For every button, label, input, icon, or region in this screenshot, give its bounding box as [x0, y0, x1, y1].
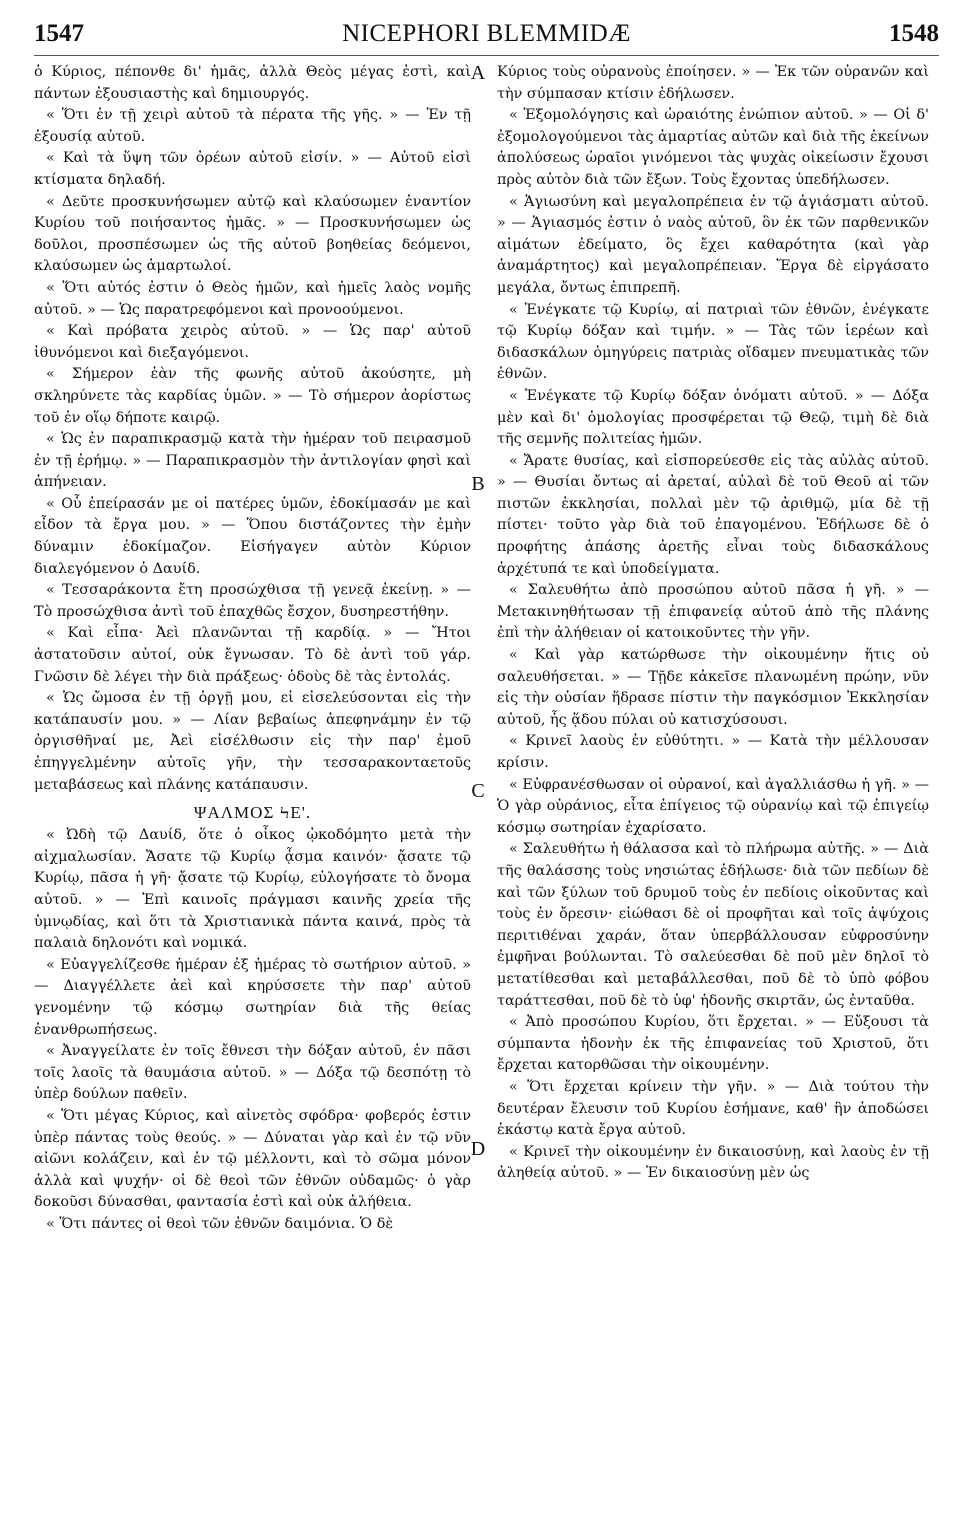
paragraph: « Ὅτι αὐτός ἐστιν ὁ Θεὸς ἡμῶν, καὶ ἡμεῖς λαὸς νομῆς αὐτοῦ. » — Ὡς παρατρεφόμενοι καὶ προνοούμενοι. [34, 279, 471, 318]
paragraph: « Ἐξομολόγησις καὶ ὡραιότης ἐνώπιον αὐτοῦ. » — Οἱ δ' ἐξομολογούμενοι τὰς ἁμαρτίας αὐτῶν καὶ διὰ τῆς ἐκείνων ἀπολύσεως ὡραῖοι γινόμενοι τὰς ψυχὰς οἰκείωσιν ἔχουσι πρὸς αὐτὸν διὰ τῶν ἔξων. Τοὺς ἔχοντας ὑπεδήλωσεν. [497, 107, 929, 188]
paragraph: « Καὶ τὰ ὕψη τῶν ὀρέων αὐτοῦ εἰσίν. » — Αὐτοῦ εἰσὶ κτίσματα δηλαδή. [34, 150, 471, 188]
right-column [497, 62, 929, 1526]
page-header [34, 20, 939, 48]
paragraph: « Ἀναγγείλατε ἐν τοῖς ἔθνεσι τὴν δόξαν αὐτοῦ, ἐν πᾶσι τοῖς λαοῖς τὰ θαυμάσια αὐτοῦ. » — Δόξα τῷ δεσπότῃ τὸ ὑπὲρ δούλων παθεῖν. [34, 1043, 471, 1103]
paragraph: « Ὅτι ἔρχεται κρίνειν τὴν γῆν. » — Διὰ τούτου τὴν δευτέραν ἔλευσιν τοῦ Κυρίου ἐσήμανε, καθ' ἣν ἀποδώσει ἑκάστῳ κατὰ ἔργα αὐτοῦ. [497, 1078, 929, 1139]
paragraph: « Ὠδὴ τῷ Δαυίδ, ὅτε ὁ οἶκος ᾠκοδόμητο μετὰ τὴν αἰχμαλωσίαν. Ἄσατε τῷ Κυρίῳ ᾆσμα καινόν· ᾄσατε τῷ Κυρίῳ, πᾶσα ἡ γῆ· ᾄσατε τῷ Κυρίῳ, εὐλογήσατε τὸ ὄνομα αὐτοῦ. » — Ἐπὶ καινοῖς πράγμασι καινῆς χρεία τῆς ὑμνῳδίας, καὶ ὅτι τὰ Χριστιανικὰ πάντα καινά, πρὸς τὰ παλαιὰ δηλονότι καὶ νομικά. [34, 827, 471, 952]
paragraph: « Καὶ γὰρ κατώρθωσε τὴν οἰκουμένην ἥτις οὐ σαλευθήσεται. » — Τῇδε κἀκεῖσε πλανωμένη πρώην, νῦν εἰς τὴν οὐσίαν ἥδρασε πίστιν τὴν παγκόσμιον Ἐκκλησίαν αὐτοῦ, ἧς ᾅδου πύλαι οὐ κατισχύσουσι. [497, 647, 929, 728]
paragraph: « Κρινεῖ τὴν οἰκουμένην ἐν δικαιοσύνῃ, καὶ λαοὺς ἐν τῇ ἀληθείᾳ αὐτοῦ. » — Ἐν δικαιοσύνῃ μὲν ὡς [497, 1143, 929, 1182]
margin-letter-c: C [471, 780, 485, 802]
paragraph: « Ἀπὸ προσώπου Κυρίου, ὅτι ἔρχεται. » — Εὔξουσι τὰ σύμπαντα ἡδονὴν ἐκ τῆς ἐπιφανείας τοῦ Χριστοῦ, ὅτι ἔρχεται κατορθῶσαι τὴν οἰκουμένην. [497, 1014, 929, 1074]
paragraph: « Καὶ εἶπα· Ἀεὶ πλανῶνται τῇ καρδίᾳ. » — Ἤτοι ἀστατοῦσιν αὐτοί, οὐκ ἔγνωσαν. Τὸ δὲ ἀντὶ τοῦ γάρ. Γνῶσιν δὲ λέγει τὴν διὰ πράξεως· ὁδοὺς δὲ τὰς ἐντολάς. [34, 625, 471, 685]
paragraph: « Σαλευθήτω ἡ θάλασσα καὶ τὸ πλήρωμα αὐτῆς. » — Διὰ τῆς θαλάσσης τοὺς νησιώτας ἐδήλωσε· διὰ τῶν πεδίων δὲ καὶ τῶν ξύλων τοῦ δρυμοῦ τοὺς ἐν πεδίοις οἰκοῦντας καὶ τοὺς ἐν ὄρεσιν· εἰώθασι δὲ οἱ προφῆται καὶ τοῖς ἀψύχοις περιτιθέναι χαράν, ὅταν ὑπερβάλλουσαν εὐφροσύνην ἐμφῆναι βούλωνται. Τὸ σαλεύεσθαι δὲ ποῦ μὲν δηλοῖ τὸ μετατίθεσθαι καὶ μεταβάλλεσθαι, ποῦ δὲ τὸ ὑπὸ φόβου ταράττεσθαι, ποῦ δὲ τὸ ὑφ' ἡδονῆς σκιρτᾶν, ὡς ἐνταῦθα. [497, 841, 929, 1009]
running-title: NICEPHORI BLEMMIDÆ [342, 20, 631, 47]
paragraph: « Σαλευθήτω ἀπὸ προσώπου αὐτοῦ πᾶσα ἡ γῆ. » — Μετακινηθήτωσαν τῇ ἐπιφανείᾳ αὐτοῦ ἀπὸ τῆς πλάνης ἐπὶ τὴν ἀλήθειαν οἱ κατοικοῦντες τὴν γῆν. [497, 582, 929, 642]
paragraph: « Ὡς ἐν παραπικρασμῷ κατὰ τὴν ἡμέραν τοῦ πειρασμοῦ ἐν τῇ ἐρήμῳ. » — Παραπικρασμὸν τὴν ἀντιλογίαν φησὶ καὶ ἀπήνειαν. [34, 431, 471, 491]
paragraph: ὁ Κύριος, πέπονθε δι' ἡμᾶς, ἀλλὰ Θεὸς μέγας ἐστὶ, καὶ πάντων ἐξουσιαστὴς καὶ δημιουργός. [34, 64, 471, 102]
paragraph: « Ἁγιωσύνη καὶ μεγαλοπρέπεια ἐν τῷ ἁγιάσματι αὐτοῦ. » — Ἁγιασμός ἐστιν ὁ ναὸς αὐτοῦ, ὃν ἐκ τῶν παρθενικῶν αἱμάτων ἐδείματο, ὃς ἔχει καθαρότητα (καὶ γὰρ ἀναμάρτητος) καὶ μεγαλοπρέπειαν. Ἔργα δὲ εἰργάσατο μεγάλα, ὄντως ἐπιπρεπῆ. [497, 193, 929, 296]
paragraph: « Ὅτι μέγας Κύριος, καὶ αἰνετὸς σφόδρα· φοβερός ἐστιν ὑπὲρ πάντας τοὺς θεούς. » — Δύναται γὰρ καὶ ἐν τῷ νῦν αἰῶνι κολάζειν, καὶ ἐν τῷ μέλλοντι, καὶ τὸ σῶμα μόνον ἀλλὰ καὶ ψυχήν· οἱ δὲ θεοὶ τῶν ἐθνῶν οὐδαμῶς· ὁ γὰρ δοκοῦσι δύνασθαι, φαντασία ἐστὶ καὶ οὐκ ἀλήθεια. [34, 1107, 471, 1211]
left-column [34, 62, 471, 1526]
paragraph: « Δεῦτε προσκυνήσωμεν αὐτῷ καὶ κλαύσωμεν ἐναντίον Κυρίου τοῦ ποιήσαντος ἡμᾶς. » — Προσκυνήσωμεν ὡς δοῦλοι, προσπέσωμεν ὡς τῆς αὐτοῦ βοηθείας δεόμενοι, κλαύσωμεν ὡς ἁμαρτωλοί. [34, 193, 471, 275]
psalm-heading: ΨΑΛΜΟΣ ϞΕ'. [193, 803, 312, 823]
paragraph: « Καὶ πρόβατα χειρὸς αὐτοῦ. » — Ὡς παρ' αὐτοῦ ἰθυνόμενοι καὶ διεξαγόμενοι. [34, 323, 471, 361]
paragraph: « Ἐνέγκατε τῷ Κυρίῳ, αἱ πατριαὶ τῶν ἐθνῶν, ἐνέγκατε τῷ Κυρίῳ δόξαν καὶ τιμήν. » — Τὰς τῶν ἱερέων καὶ διδασκάλων ὁμηγύρεις πατριὰς οἴδαμεν πνευματικὰς τῶν ἐθνῶν. [497, 301, 929, 383]
paragraph: « Κρινεῖ λαοὺς ἐν εὐθύτητι. » — Κατὰ τὴν μέλλουσαν κρίσιν. [497, 733, 929, 771]
paragraph: « Τεσσαράκοντα ἔτη προσώχθισα τῇ γενεᾷ ἐκείνῃ. » — Τὸ προσώχθισα ἀντὶ τοῦ ἐπαχθῶς ἔσχον, δυσηρεστήθην. [34, 582, 471, 620]
margin-letter-a: A [470, 62, 486, 84]
page-number-left: 1547 [34, 20, 84, 47]
paragraph: « Εὐαγγελίζεσθε ἡμέραν ἐξ ἡμέρας τὸ σωτήριον αὐτοῦ. » — Διαγγέλλετε ἀεὶ καὶ κηρύσσετε τὴν παρ' αὐτοῦ γενομένην τῷ κόσμῳ σωτηρίαν διὰ τῆς θείας ἐνανθρωπήσεως. [34, 956, 471, 1038]
paragraph: « Σήμερον ἐὰν τῆς φωνῆς αὐτοῦ ἀκούσητε, μὴ σκληρύνετε τὰς καρδίας ὑμῶν. » — Τὸ σήμερον ἀορίστως τοῦ ἐν οἵῳ δήποτε καιρῷ. [34, 366, 471, 426]
margin-letter-b: B [471, 473, 485, 495]
paragraph: « Ὡς ὤμοσα ἐν τῇ ὀργῇ μου, εἰ εἰσελεύσονται εἰς τὴν κατάπαυσίν μου. » — Λίαν βεβαίως ἀπεφηνάμην ἐν τῷ ὀργισθῆναί με, Ἀεὶ εἰσέλθωσιν εἰς τὴν παρ' ἐμοῦ ἐπηγγελμένην αὐτοῖς γῆν, τὴν τεσσαρακονταετοῦς μεταβάσεως καὶ πλάνης κατάπαυσιν. [34, 690, 471, 793]
header-rule [34, 55, 939, 56]
paragraph: « Ὅτι ἐν τῇ χειρὶ αὐτοῦ τὰ πέρατα τῆς γῆς. » — Ἐν τῇ ἐξουσίᾳ αὐτοῦ. [34, 107, 471, 145]
paragraph: « Οὗ ἐπείρασάν με οἱ πατέρες ὑμῶν, ἐδοκίμασάν με καὶ εἶδον τὰ ἔργα μου. » — Ὅπου διστάζοντες τὴν ἐμὴν δύναμιν ἐδοκίμαζον. Εἰσήγαγεν αὐτὸν Κύριον διαλεγόμενον ὁ Δαυίδ. [34, 495, 471, 577]
paragraph: Κύριος τοὺς οὐρανοὺς ἐποίησεν. » — Ἐκ τῶν οὐρανῶν καὶ τὴν σύμπασαν κτίσιν ἐδήλωσεν. [497, 64, 929, 102]
paragraph: « Ἐνέγκατε τῷ Κυρίῳ δόξαν ὀνόματι αὐτοῦ. » — Δόξα μὲν καὶ δι' ὁμολογίας προσφέρεται τῷ Θεῷ, τιμὴ δὲ διὰ τῆς σεμνῆς πολιτείας ἡμῶν. [497, 387, 929, 448]
paragraph: « Ἄρατε θυσίας, καὶ εἰσπορεύεσθε εἰς τὰς αὐλὰς αὐτοῦ. » — Θυσίαι ὄντως αἱ ἀρεταί, αὐλαὶ δὲ τοῦ Θεοῦ αἱ τῶν πιστῶν ἐκκλησίαι, πολλαὶ μὲν τῷ ἀριθμῷ, μία δὲ τῇ πίστει· τοῦτο γὰρ διὰ τοῦ ἐπαγομένου. Ἐδήλωσε δὲ ὁ προφήτης ἁπάσης ἀρετῆς εἶναι τοὺς διδασκάλους ἀρχέτυπά τε καὶ ὑποδείγματα. [497, 452, 929, 577]
paragraph: « Εὐφρανέσθωσαν οἱ οὐρανοί, καὶ ἀγαλλιάσθω ἡ γῆ. » — Ὁ γὰρ οὐράνιος, εἶτα ἐπίγειος τῷ οὐρανίῳ καὶ τῷ ἐπιγείῳ κόσμῳ σωτηρίαν ἐχαρίσατο. [497, 776, 929, 836]
paragraph: « Ὅτι πάντες οἱ θεοὶ τῶν ἐθνῶν δαιμόνια. Ὁ δὲ [46, 1215, 394, 1232]
margin-letter-d: D [470, 1138, 486, 1160]
page-number-right: 1548 [889, 20, 939, 47]
